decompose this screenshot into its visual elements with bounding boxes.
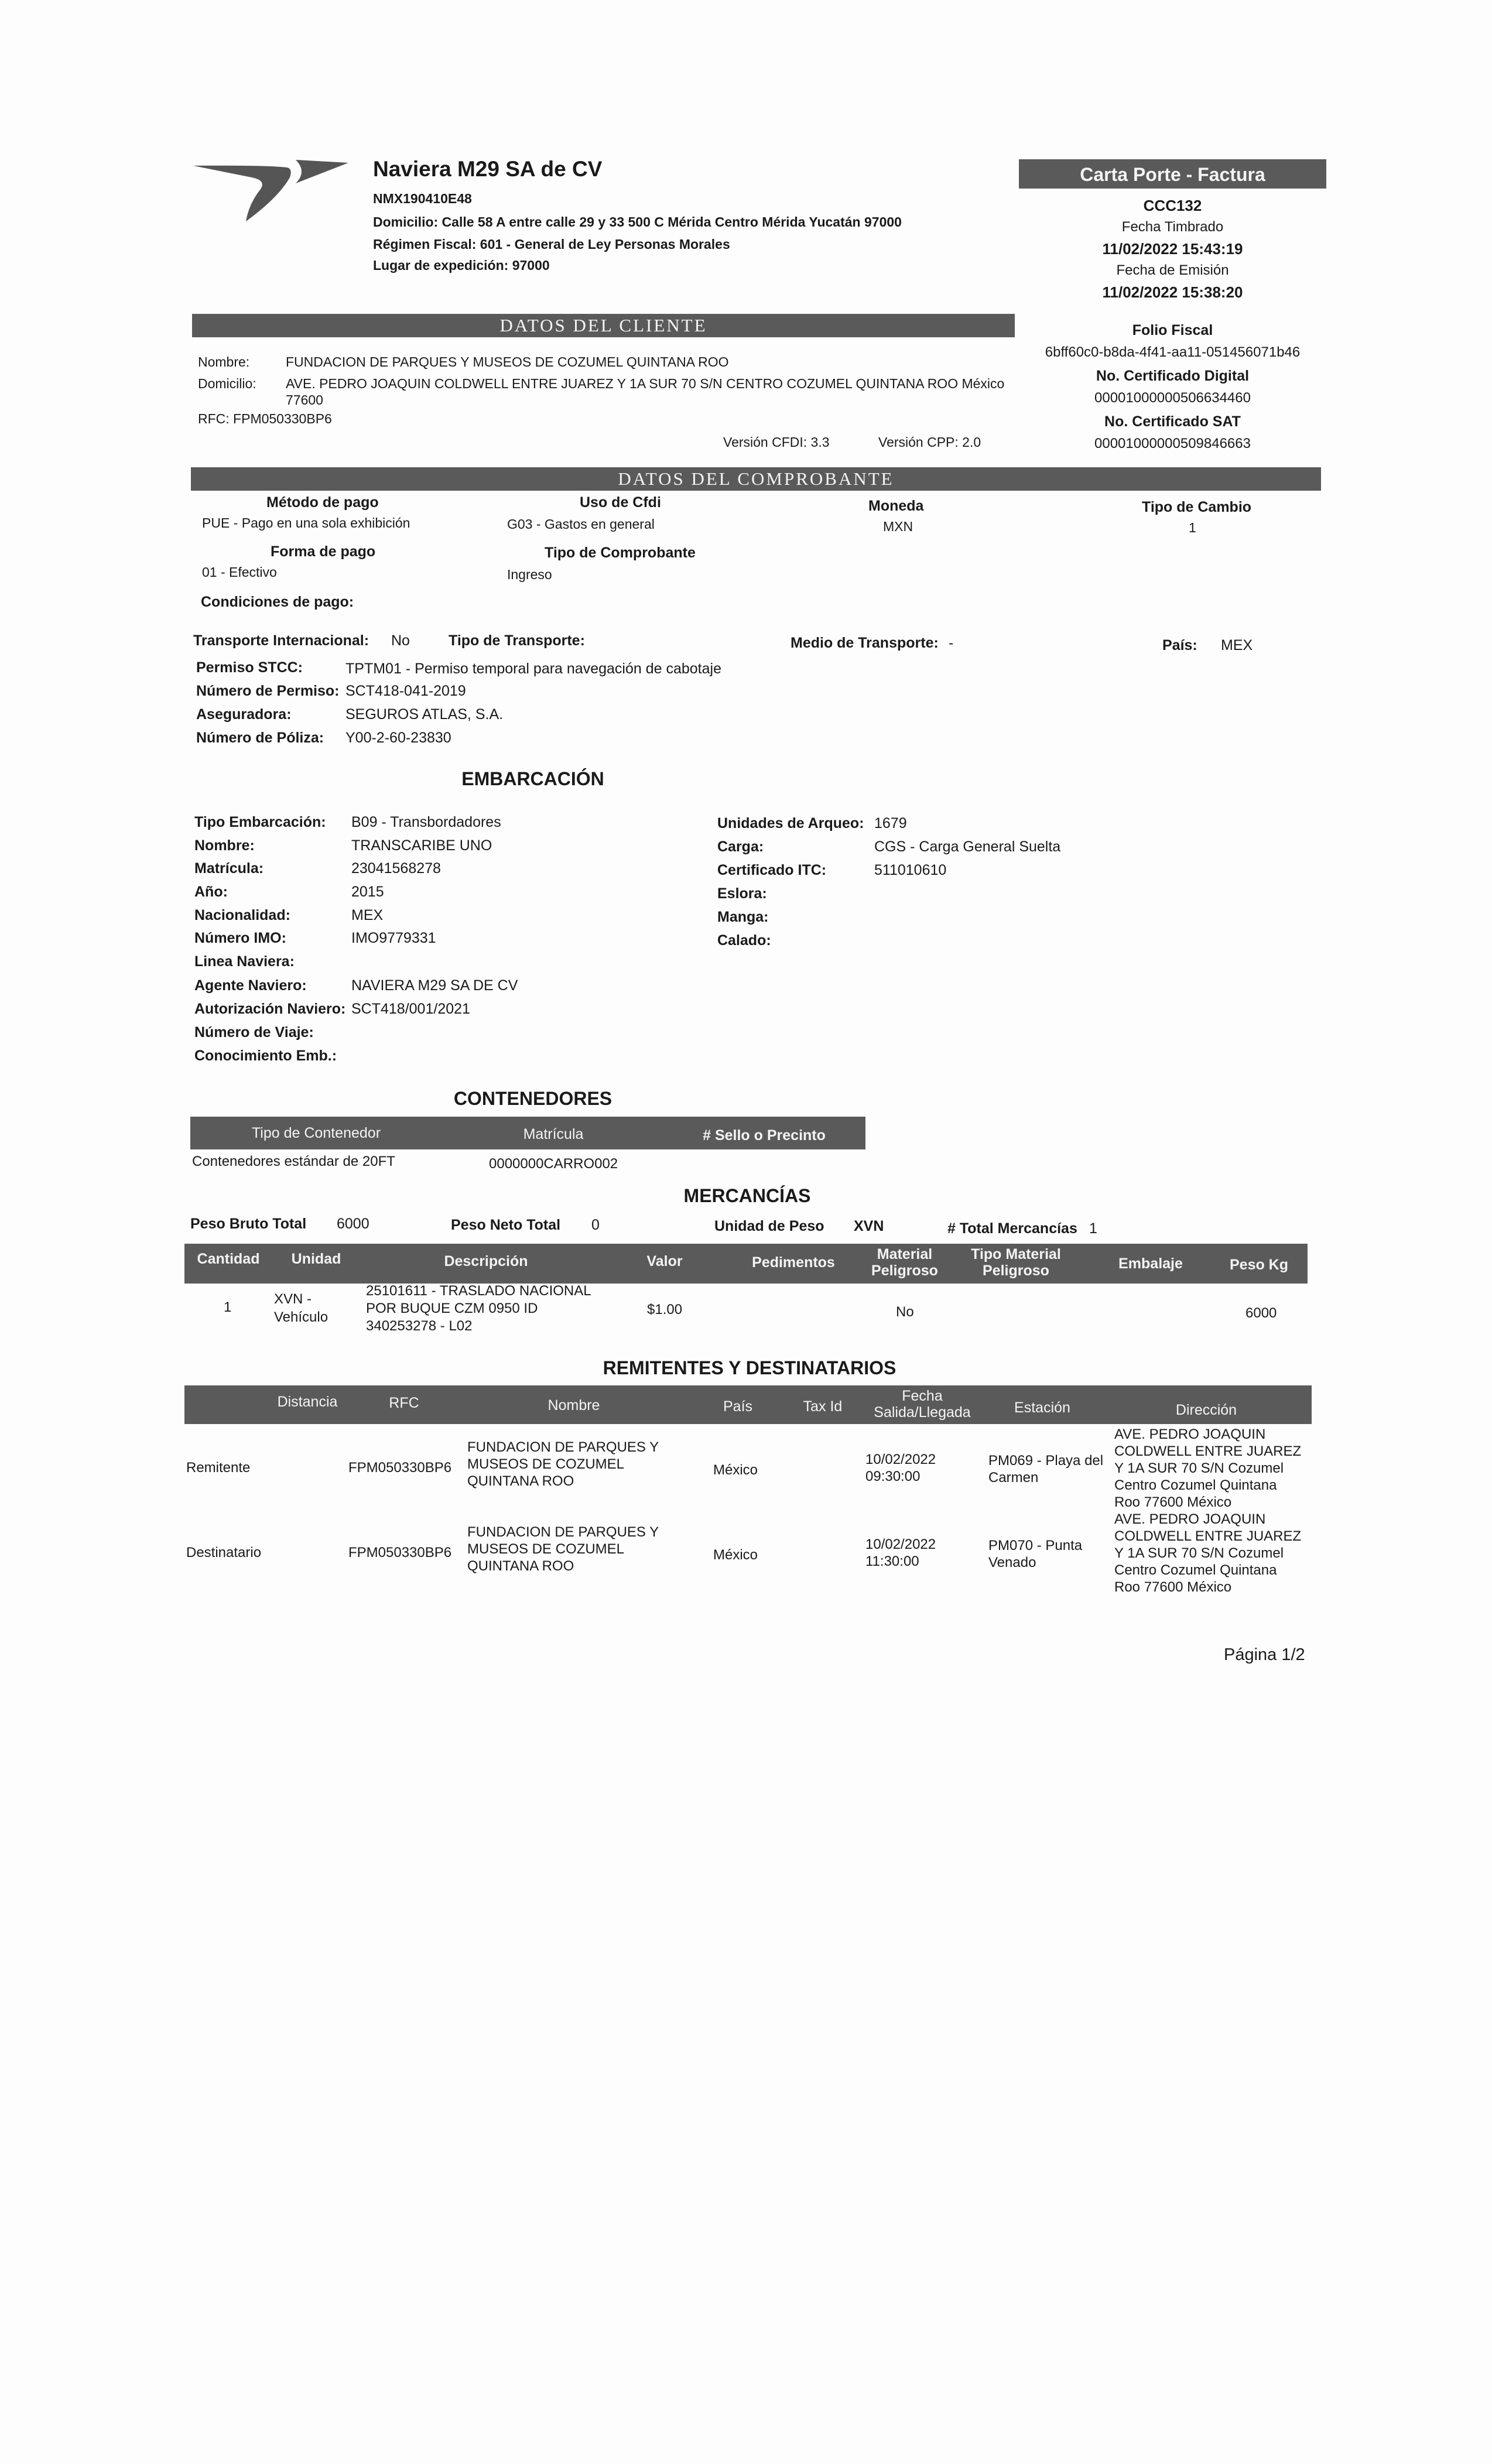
stamp-date: 11/02/2022 15:43:19 <box>1102 240 1243 258</box>
goods-desc-line3: 340253278 - L02 <box>366 1318 473 1334</box>
party-address-line: Y 1A SUR 70 S/N Cozumel <box>1114 1545 1284 1561</box>
vessel-field-value: 511010610 <box>874 862 947 878</box>
permit-label: Permiso STCC: <box>196 659 303 676</box>
vessel-field-value: MEX <box>351 907 384 923</box>
net-label: Peso Neto Total <box>451 1217 561 1233</box>
parties-title: REMITENTES Y DESTINATARIOS <box>603 1357 896 1378</box>
sat-label: No. Certificado SAT <box>1104 413 1241 430</box>
currency: MXN <box>883 519 913 534</box>
country-value: MEX <box>1221 637 1253 653</box>
party-role: Destinatario <box>186 1545 262 1560</box>
issuer-name: Naviera M29 SA de CV <box>373 157 603 181</box>
party-name-line: FUNDACION DE PARQUES Y <box>467 1439 659 1455</box>
vessel-field-label: Año: <box>194 884 228 900</box>
intl-label: Transporte Internacional: <box>193 632 369 649</box>
client-name: FUNDACION DE PARQUES Y MUSEOS DE COZUMEL QUINTANA ROO <box>286 354 729 369</box>
doc-series: CCC132 <box>1143 197 1202 214</box>
net-value: 0 <box>591 1217 600 1233</box>
vessel-field-value: B09 - Transbordadores <box>351 814 501 830</box>
vessel-field-label: Matrícula: <box>194 860 264 877</box>
vessel-field-value: SCT418/001/2021 <box>351 1001 470 1017</box>
medium-value: - <box>949 635 954 651</box>
policy-value: Y00-2-60-23830 <box>345 730 451 746</box>
parties-col-rfc: RFC <box>389 1395 419 1411</box>
vessel-field-value: 23041568278 <box>351 860 441 877</box>
cfdi-version: Versión CFDI: 3.3 <box>723 434 830 450</box>
party-name-line: MUSEOS DE COZUMEL <box>467 1541 625 1557</box>
party-station-line: Carmen <box>988 1470 1039 1486</box>
party-role: Remitente <box>186 1460 251 1476</box>
policy-label: Número de Póliza: <box>196 730 324 746</box>
client-address-line2: 77600 <box>286 392 323 408</box>
issuer-regime: Régimen Fiscal: 601 - General de Ley Personas Morales <box>373 237 730 252</box>
issue-label: Fecha de Emisión <box>1116 262 1229 278</box>
intl-value: No <box>391 632 410 649</box>
goods-qty: 1 <box>224 1299 232 1315</box>
payment-method-label: Método de pago <box>266 494 379 511</box>
party-rfc: FPM050330BP6 <box>348 1460 452 1476</box>
goods-col-hazard-type: Tipo Material Peligroso <box>971 1246 1061 1279</box>
party-address-line: Centro Cozumel Quintana <box>1114 1477 1277 1493</box>
vessel-field-label: Número IMO: <box>194 930 286 946</box>
goods-col-weight: Peso Kg <box>1229 1257 1289 1273</box>
voucher-type: Ingreso <box>507 567 552 582</box>
payment-form-label: Forma de pago <box>271 543 376 560</box>
parties-col-country: País <box>723 1398 753 1415</box>
vessel-field-label: Eslora: <box>717 885 767 902</box>
containers-col-type: Tipo de Contenedor <box>251 1125 381 1141</box>
country-label: País: <box>1162 637 1197 653</box>
parties-col-taxid: Tax Id <box>803 1398 843 1415</box>
cpp-version: Versión CPP: 2.0 <box>878 434 981 450</box>
goods-hazard: No <box>896 1304 914 1320</box>
vessel-field-value: IMO9779331 <box>351 930 436 946</box>
sat-value: 00001000000509846663 <box>1094 436 1251 451</box>
goods-desc-line1: 25101611 - TRASLADO NACIONAL <box>366 1283 591 1299</box>
goods-col-unit: Unidad <box>291 1251 341 1267</box>
total-goods-label: # Total Mercancías <box>947 1220 1077 1237</box>
folio-value: 6bff60c0-b8da-4f41-aa11-051456071b46 <box>1045 344 1301 360</box>
party-address-line: AVE. PEDRO JOAQUIN <box>1114 1426 1266 1442</box>
party-address-line: Roo 77600 México <box>1114 1579 1232 1595</box>
cert-value: 00001000000506634460 <box>1094 390 1251 406</box>
vessel-field-label: Unidades de Arqueo: <box>717 815 864 831</box>
container-type: Contenedores estándar de 20FT <box>192 1154 395 1169</box>
vessel-title: EMBARCACIÓN <box>461 768 604 789</box>
party-station-line: Venado <box>988 1555 1036 1570</box>
party-address-line: Y 1A SUR 70 S/N Cozumel <box>1114 1460 1284 1476</box>
vessel-field-label: Número de Viaje: <box>194 1024 314 1041</box>
vessel-field-label: Calado: <box>717 932 771 949</box>
party-address-line: COLDWELL ENTRE JUAREZ <box>1114 1443 1302 1459</box>
party-address-line: Roo 77600 México <box>1114 1494 1232 1510</box>
voucher-type-label: Tipo de Comprobante <box>545 545 696 561</box>
stamp-label: Fecha Timbrado <box>1121 219 1224 235</box>
party-address-line: AVE. PEDRO JOAQUIN <box>1114 1511 1266 1527</box>
client-header: DATOS DEL CLIENTE <box>192 314 1015 337</box>
party-address-line: COLDWELL ENTRE JUAREZ <box>1114 1528 1302 1544</box>
party-name-line: QUINTANA ROO <box>467 1473 574 1489</box>
gross-label: Peso Bruto Total <box>190 1216 307 1232</box>
payment-form: 01 - Efectivo <box>202 564 277 580</box>
goods-unit-line1: XVN - <box>274 1291 312 1307</box>
party-address-line: Centro Cozumel Quintana <box>1114 1562 1277 1578</box>
party-date-line: 11:30:00 <box>865 1553 919 1569</box>
insurer-value: SEGUROS ATLAS, S.A. <box>345 706 504 723</box>
conditions-label: Condiciones de pago: <box>201 594 354 610</box>
vessel-field-label: Manga: <box>717 909 769 925</box>
exchange: 1 <box>1189 520 1196 535</box>
parties-col-distance: Distancia <box>277 1394 338 1410</box>
goods-col-customs: Pedimentos <box>752 1254 835 1271</box>
goods-value: $1.00 <box>647 1302 683 1317</box>
parties-col-station: Estación <box>1014 1399 1070 1416</box>
cfdi-use-label: Uso de Cfdi <box>580 494 661 511</box>
party-station-line: PM069 - Playa del <box>988 1453 1104 1469</box>
vessel-field-value: NAVIERA M29 SA DE CV <box>351 977 518 994</box>
issuer-rfc: NMX190410E48 <box>373 191 472 206</box>
party-date-line: 09:30:00 <box>865 1469 920 1484</box>
client-address-label: Domicilio: <box>198 376 256 391</box>
folio-label: Folio Fiscal <box>1132 322 1213 338</box>
gross-value: 6000 <box>337 1216 369 1232</box>
weight-unit-value: XVN <box>854 1218 884 1234</box>
vessel-field-label: Autorización Naviero: <box>194 1001 346 1017</box>
vessel-field-value: CGS - Carga General Suelta <box>874 839 1061 855</box>
containers-col-seal: # Sello o Precinto <box>703 1127 826 1144</box>
goods-col-desc: Descripción <box>444 1253 528 1269</box>
client-name-label: Nombre: <box>198 354 250 369</box>
party-name-line: FUNDACION DE PARQUES Y <box>467 1524 659 1540</box>
medium-label: Medio de Transporte: <box>791 635 939 651</box>
vessel-field-label: Carga: <box>717 839 764 855</box>
vessel-field-label: Conocimiento Emb.: <box>194 1048 337 1064</box>
goods-desc-line2: POR BUQUE CZM 0950 ID <box>366 1301 538 1316</box>
issuer-address: Domicilio: Calle 58 A entre calle 29 y 33 500 C Mérida Centro Mérida Yucatán 97000 <box>373 214 902 230</box>
goods-col-value: Valor <box>646 1253 683 1269</box>
page-number: Página 1/2 <box>1224 1645 1305 1664</box>
parties-col-address: Dirección <box>1175 1402 1237 1418</box>
insurer-label: Aseguradora: <box>196 706 292 723</box>
cert-label: No. Certificado Digital <box>1096 368 1250 384</box>
parties-col-date: Fecha Salida/Llegada <box>874 1388 971 1421</box>
party-country: México <box>713 1462 758 1478</box>
party-station-line: PM070 - Punta <box>988 1538 1083 1553</box>
party-date-line: 10/02/2022 <box>865 1536 936 1552</box>
goods-weight: 6000 <box>1245 1305 1277 1321</box>
voucher-header: DATOS DEL COMPROBANTE <box>191 467 1321 491</box>
party-name-line: MUSEOS DE COZUMEL <box>467 1456 625 1472</box>
issue-date: 11/02/2022 15:38:20 <box>1102 283 1243 301</box>
goods-col-qty: Cantidad <box>197 1251 260 1267</box>
permit-no-label: Número de Permiso: <box>196 683 340 699</box>
currency-label: Moneda <box>868 498 924 514</box>
transport-type-label: Tipo de Transporte: <box>449 632 585 649</box>
party-country: México <box>713 1547 758 1563</box>
permit-no-value: SCT418-041-2019 <box>345 683 466 699</box>
container-plate: 0000000CARRO002 <box>489 1156 618 1172</box>
exchange-label: Tipo de Cambio <box>1142 499 1252 515</box>
parties-col-name: Nombre <box>547 1397 600 1414</box>
permit-value: TPTM01 - Permiso temporal para navegación de cabotaje <box>345 661 721 677</box>
vessel-field-label: Certificado ITC: <box>717 862 827 878</box>
goods-unit-line2: Vehículo <box>274 1309 328 1325</box>
vessel-field-value: 1679 <box>874 815 907 831</box>
client-address-line1: AVE. PEDRO JOAQUIN COLDWELL ENTRE JUAREZ Y 1A SUR 70 S/N CENTRO COZUMEL QUINTANA ROO México <box>286 376 1005 391</box>
issuer-place: Lugar de expedición: 97000 <box>373 258 550 273</box>
vessel-field-label: Nombre: <box>194 837 255 854</box>
cfdi-use: G03 - Gastos en general <box>507 516 655 532</box>
doc-title: Carta Porte - Factura <box>1080 164 1265 185</box>
party-name-line: QUINTANA ROO <box>467 1558 574 1574</box>
vessel-field-label: Agente Naviero: <box>194 977 307 994</box>
party-rfc: FPM050330BP6 <box>348 1545 452 1560</box>
goods-title: MERCANCÍAS <box>683 1185 811 1206</box>
containers-col-plate: Matrícula <box>523 1126 584 1142</box>
total-goods-value: 1 <box>1089 1220 1097 1237</box>
vessel-field-value: 2015 <box>351 884 384 900</box>
weight-unit-label: Unidad de Peso <box>714 1218 824 1234</box>
vessel-field-label: Linea Naviera: <box>194 953 295 970</box>
party-date-line: 10/02/2022 <box>865 1452 936 1467</box>
goods-col-packing: Embalaje <box>1118 1255 1183 1272</box>
client-rfc: RFC: FPM050330BP6 <box>198 411 332 426</box>
vessel-field-label: Tipo Embarcación: <box>194 814 326 830</box>
vessel-field-value: TRANSCARIBE UNO <box>351 837 492 854</box>
vessel-field-label: Nacionalidad: <box>194 907 290 923</box>
company-logo <box>190 157 351 221</box>
containers-title: CONTENEDORES <box>453 1088 612 1109</box>
payment-method: PUE - Pago en una sola exhibición <box>202 515 410 531</box>
goods-col-hazard: Material Peligroso <box>871 1246 938 1279</box>
